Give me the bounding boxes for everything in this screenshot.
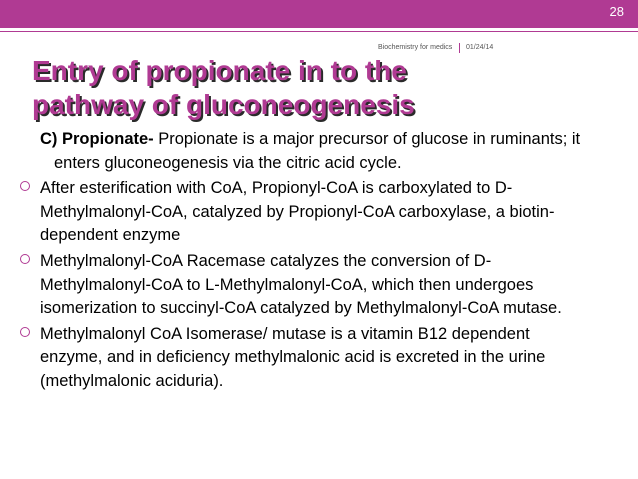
- title-line-2: pathway of gluconeogenesis: [32, 89, 415, 120]
- title-line-1: Entry of propionate in to the: [32, 55, 407, 86]
- intro-paragraph: [40, 128, 598, 175]
- bullet-item: [20, 250, 578, 321]
- hollow-circle-bullet-icon: [20, 327, 30, 337]
- hollow-circle-bullet-icon: [20, 181, 30, 191]
- meta-divider: [459, 43, 460, 53]
- source-label: Biochemistry for medics: [378, 44, 453, 51]
- bullet-text: Methylmalonyl-CoA Racemase catalyzes the conversion of D-Methylmalonyl-CoA to L-Methylmalonyl-CoA, which then undergoes isomerization to succinyl-CoA catalyzed by Methylmalonyl-CoA mutase.: [40, 251, 562, 318]
- slide-title: [32, 54, 592, 122]
- intro-text: Propionate is a major precursor of glucose in ruminants; it enters gluconeogenesis via the citric acid cycle.: [54, 130, 581, 172]
- intro-label: C) Propionate-: [40, 130, 154, 148]
- header-rule: [0, 31, 638, 32]
- bullet-text: After esterification with CoA, Propionyl-CoA is carboxylated to D-Methylmalonyl-CoA, catalyzed by Propionyl-CoA carboxylase, a biotin-dependent enzyme: [40, 179, 555, 245]
- slide-number: 28: [609, 4, 624, 19]
- bullet-item: [20, 323, 578, 394]
- slide-body: [40, 128, 598, 396]
- hollow-circle-bullet-icon: [20, 254, 30, 264]
- date-label: 01/24/14: [466, 44, 494, 51]
- header-band: [0, 0, 638, 28]
- bullet-text: Methylmalonyl CoA Isomerase/ mutase is a vitamin B12 dependent enzyme, and in deficiency methylmalonic acid is excreted in the urine (methylmalonic aciduria).: [40, 324, 546, 390]
- bullet-item: [20, 177, 578, 248]
